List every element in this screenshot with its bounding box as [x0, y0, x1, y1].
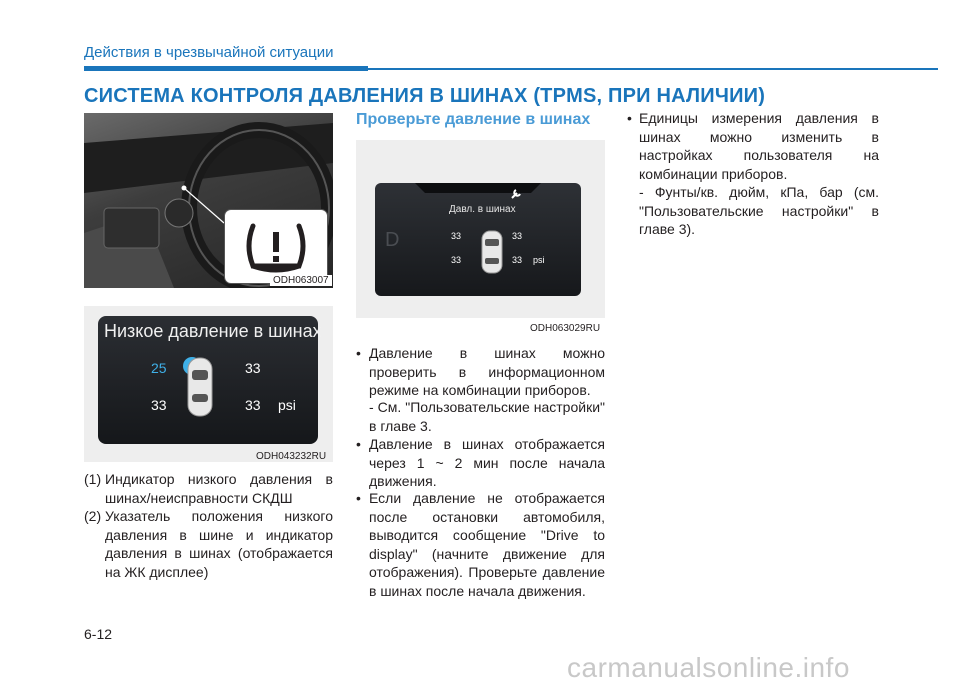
section-label: Действия в чрезвычайной ситуации [84, 44, 334, 61]
pressure-unit: psi [278, 397, 296, 413]
tire-rear-left-value: 33 [151, 397, 167, 413]
wrench-icon [510, 187, 522, 205]
tire-rear-right-value: 33 [245, 397, 261, 413]
bullet-dot: • [356, 436, 361, 452]
page-title: СИСТЕМА КОНТРОЛЯ ДАВЛЕНИЯ В ШИНАХ (TPMS, ПРИ НАЛИЧИИ) [84, 85, 766, 107]
tire-front-left-value: 25 [151, 360, 167, 376]
bullet-dot: • [356, 490, 361, 506]
bullet-dot: • [356, 345, 361, 361]
bullet-dot: • [627, 110, 632, 126]
tire-rear-left-value: 33 [451, 255, 462, 265]
figure-caption-2: ODH043232RU [256, 451, 327, 462]
middle-bullet-1: Давление в шинах можно проверить в информационном режиме на комбинации приборов. [369, 345, 605, 398]
tire-front-right-value: 33 [512, 231, 523, 241]
right-bullet-1-sub: - Фунты/кв. дюйм, кПа, бар (см. "Пользовательские настройки" в главе 3). [639, 184, 879, 237]
middle-bullet-1-sub: - См. "Пользовательские настройки" в главе 3. [369, 399, 605, 434]
pressure-unit: psi [533, 255, 545, 265]
watermark: carmanualsonline.info [567, 652, 850, 683]
gear-indicator: D [385, 229, 400, 251]
list-item-2: Указатель положения низкого давления в шине и индикатор давления в шинах (отображается на ЖК дисплее) [105, 508, 333, 580]
tire-front-left-value: 33 [451, 231, 462, 241]
list-item-1: Индикатор низкого давления в шинах/неисправности СКДШ [105, 471, 333, 506]
header-rule-thick [84, 66, 368, 71]
right-bullet-1: Единицы измерения давления в шинах можно изменить в настройках пользователя на комбинации приборов. [639, 110, 879, 182]
low-pressure-title: Низкое давление в шинах [104, 321, 322, 341]
middle-bullet-3: Если давление не отображается после остановки автомобиля, выводится сообщение "Drive to display" (начните движение для отображения). Проверьте давление в шинах после начала движения. [369, 490, 605, 599]
page-number: 6-12 [84, 626, 113, 642]
car-top-view-icon [180, 354, 220, 425]
header-rule-thin [368, 68, 938, 70]
pressure-screen [375, 183, 581, 296]
figure-caption-1: ODH063007 [270, 275, 332, 286]
pressure-screen-title: Давл. в шинах [449, 204, 516, 215]
tire-rear-right-value: 33 [512, 255, 523, 265]
tire-front-right-value: 33 [245, 360, 261, 376]
middle-bullet-2: Давление в шинах отображается через 1 ~ 2 мин после начала движения. [369, 436, 605, 489]
check-pressure-heading: Проверьте давление в шинах [356, 111, 591, 128]
figure-caption-3: ODH063029RU [530, 323, 601, 334]
list-marker-2: (2) [84, 508, 102, 524]
tire-pressure-warning-icon [225, 210, 327, 283]
list-marker-1: (1) [84, 471, 102, 487]
tpms-indicator-callout [224, 209, 328, 284]
